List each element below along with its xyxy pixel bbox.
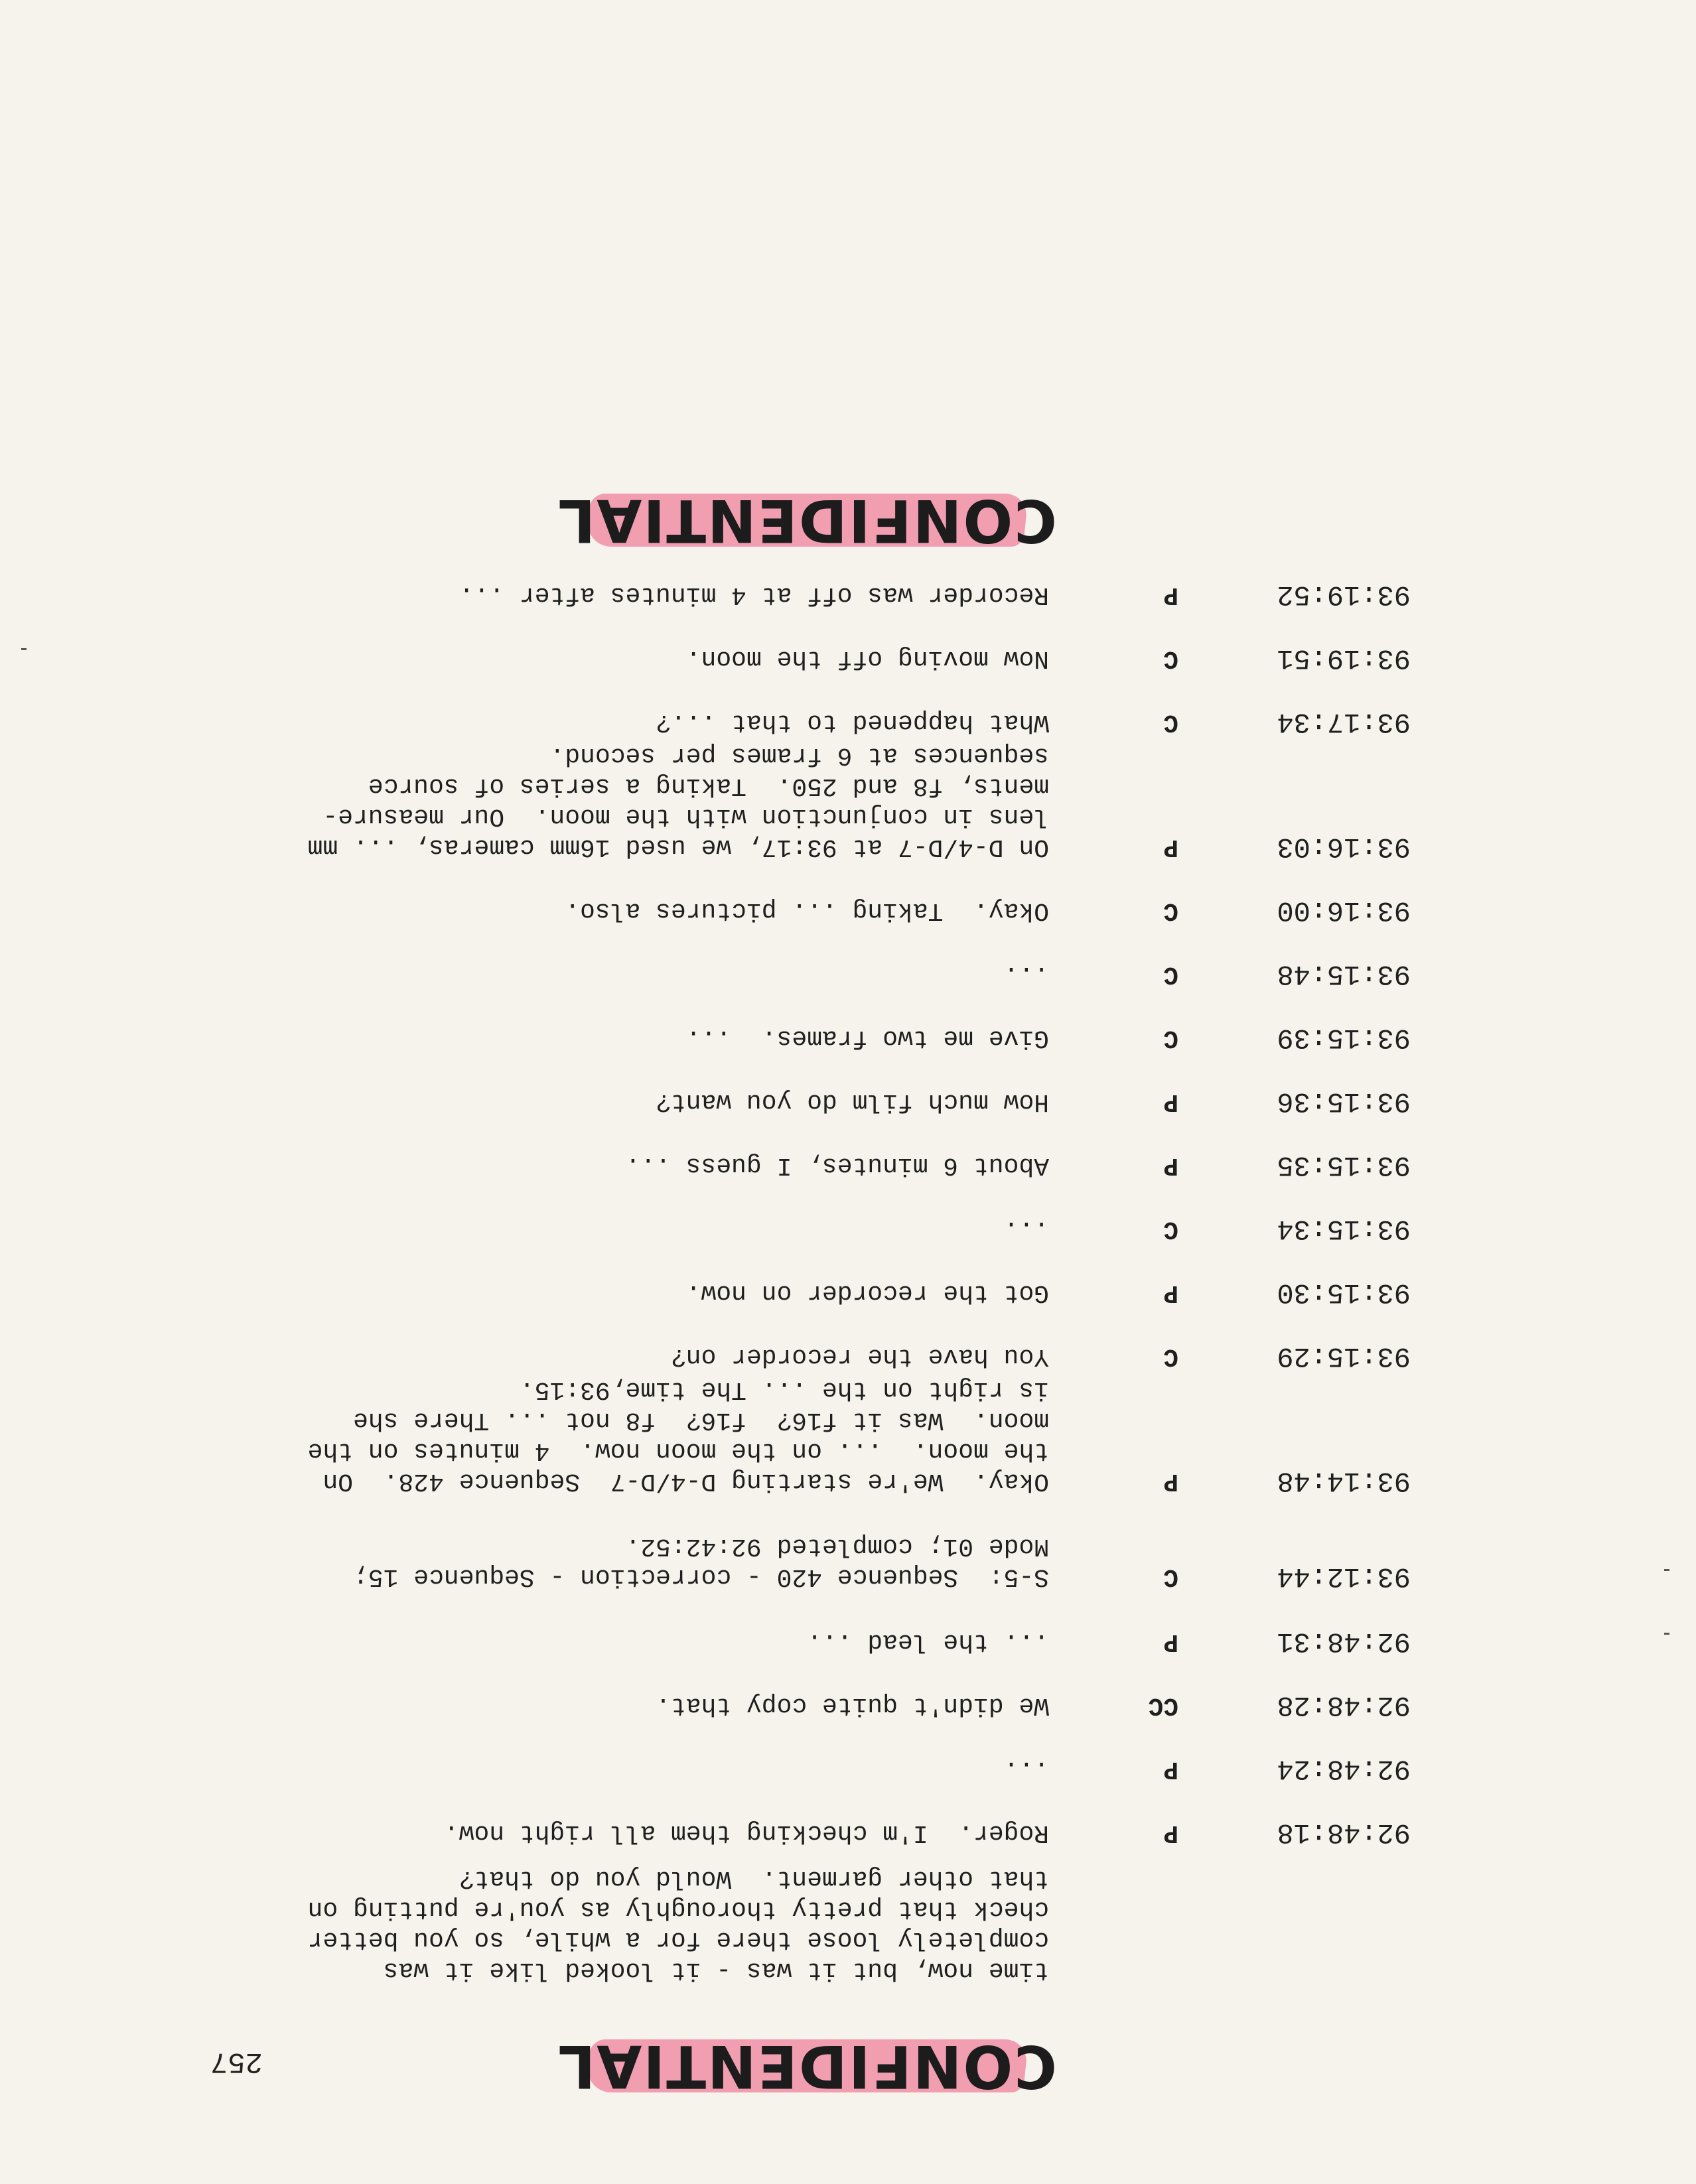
speaker-code: C bbox=[1163, 896, 1178, 925]
speaker-code: C bbox=[1163, 1215, 1178, 1243]
timestamp: 93:19:51 bbox=[1277, 642, 1411, 674]
timestamp: 93:15:34 bbox=[1277, 1213, 1411, 1245]
timestamp: 93:16:00 bbox=[1277, 894, 1411, 926]
utterance-line: About 6 minutes, I guess ... bbox=[625, 1151, 1049, 1180]
utterance-line: Recorder was off at 4 minutes after ... bbox=[459, 580, 1049, 609]
timestamp: 92:48:18 bbox=[1277, 1816, 1411, 1848]
timestamp: 92:48:24 bbox=[1277, 1753, 1411, 1785]
speaker-code: P bbox=[1163, 1467, 1178, 1495]
timestamp: 93:16:03 bbox=[1277, 831, 1411, 862]
timestamp: 92:48:28 bbox=[1277, 1689, 1411, 1721]
continuation-line: that other garment. Would you do that? bbox=[459, 1864, 1049, 1893]
speaker-code: C bbox=[1163, 644, 1178, 673]
speaker-code: C bbox=[1163, 1342, 1178, 1371]
utterance-line: ... the lead ... bbox=[807, 1627, 1049, 1656]
utterance-line: ... bbox=[1003, 1215, 1049, 1243]
speaker-code: C bbox=[1163, 960, 1178, 989]
speaker-code: C bbox=[1163, 708, 1178, 736]
speaker-code: P bbox=[1163, 1151, 1178, 1180]
continuation-line: time now, but it was - it looked like it was bbox=[383, 1956, 1049, 1984]
margin-mark bbox=[1664, 1569, 1669, 1571]
speaker-code: P bbox=[1163, 1627, 1178, 1656]
timestamp: 93:12:44 bbox=[1277, 1560, 1411, 1592]
speaker-code: P bbox=[1163, 1087, 1178, 1116]
timestamp: 93:14:48 bbox=[1277, 1465, 1411, 1497]
timestamp: 93:19:52 bbox=[1277, 579, 1411, 610]
utterance-line: ments, f8 and 250. Taking a series of source bbox=[368, 772, 1049, 800]
speaker-code: C bbox=[1163, 1024, 1178, 1052]
utterance-line: What happened to that ...? bbox=[656, 708, 1049, 736]
timestamp: 93:15:48 bbox=[1277, 958, 1411, 990]
utterance-line: sequences at 6 frames per second. bbox=[549, 741, 1049, 770]
utterance-line: Give me two frames. ... bbox=[685, 1024, 1049, 1052]
utterance-line: Okay. Taking ... pictures also. bbox=[565, 896, 1049, 925]
utterance-line: Roger. I'm checking them all right now. bbox=[443, 1818, 1049, 1847]
utterance-line: lens in conjunction with the moon. Our measure- bbox=[322, 802, 1049, 831]
confidential-stamp-text: CONFIDENTIAL bbox=[557, 2032, 1057, 2100]
margin-mark bbox=[21, 648, 27, 650]
timestamp: 93:15:39 bbox=[1277, 1022, 1411, 1054]
page-number: 257 bbox=[210, 2045, 263, 2078]
utterance-line: is right on the ... The time,93:15. bbox=[519, 1375, 1049, 1404]
speaker-code: P bbox=[1163, 1818, 1178, 1847]
utterance-line: We didn't quite copy that. bbox=[656, 1691, 1049, 1720]
timestamp: 93:15:30 bbox=[1277, 1276, 1411, 1308]
speaker-code: P bbox=[1163, 580, 1178, 609]
continuation-line: completely loose there for a while, so you better bbox=[307, 1925, 1049, 1954]
timestamp: 92:48:31 bbox=[1277, 1625, 1411, 1657]
utterance-line: You have the recorder on? bbox=[670, 1342, 1049, 1371]
utterance-line: moon. Was it f16? f16? f8 not ... There she bbox=[353, 1406, 1049, 1434]
speaker-code: C bbox=[1163, 1562, 1178, 1591]
utterance-line: On D-4/D-7 at 93:17, we used 16mm cameras, ... mm bbox=[307, 833, 1049, 861]
utterance-line: ... bbox=[1003, 960, 1049, 989]
utterance-line: the moon. ... on the moon now. 4 minutes on the bbox=[307, 1436, 1049, 1465]
speaker-code: P bbox=[1163, 1755, 1178, 1783]
speaker-code: CC bbox=[1148, 1691, 1178, 1720]
timestamp: 93:15:35 bbox=[1277, 1149, 1411, 1181]
speaker-code: P bbox=[1163, 833, 1178, 861]
confidential-stamp-bottom bbox=[557, 486, 1057, 555]
continuation-line: check that pretty thoroughly as you're putting on bbox=[307, 1895, 1049, 1923]
utterance-line: Got the recorder on now. bbox=[685, 1278, 1049, 1307]
timestamp: 93:15:36 bbox=[1277, 1085, 1411, 1117]
confidential-stamp-text: CONFIDENTIAL bbox=[557, 486, 1057, 555]
utterance-line: Okay. We're starting D-4/D-7 Sequence 428. On bbox=[322, 1467, 1049, 1495]
utterance-line: Now moving off the moon. bbox=[685, 644, 1049, 673]
utterance-line: ... bbox=[1003, 1755, 1049, 1783]
utterance-line: Mode 01; completed 92:42:52. bbox=[625, 1532, 1049, 1560]
margin-mark bbox=[1664, 1633, 1669, 1635]
confidential-stamp-top bbox=[557, 2032, 1057, 2100]
utterance-line: S-5: Sequence 420 - correction - Sequence 15; bbox=[353, 1562, 1049, 1591]
utterance-line: How much film do you want? bbox=[656, 1087, 1049, 1116]
timestamp: 93:17:34 bbox=[1277, 706, 1411, 738]
timestamp: 93:15:29 bbox=[1277, 1340, 1411, 1372]
speaker-code: P bbox=[1163, 1278, 1178, 1307]
